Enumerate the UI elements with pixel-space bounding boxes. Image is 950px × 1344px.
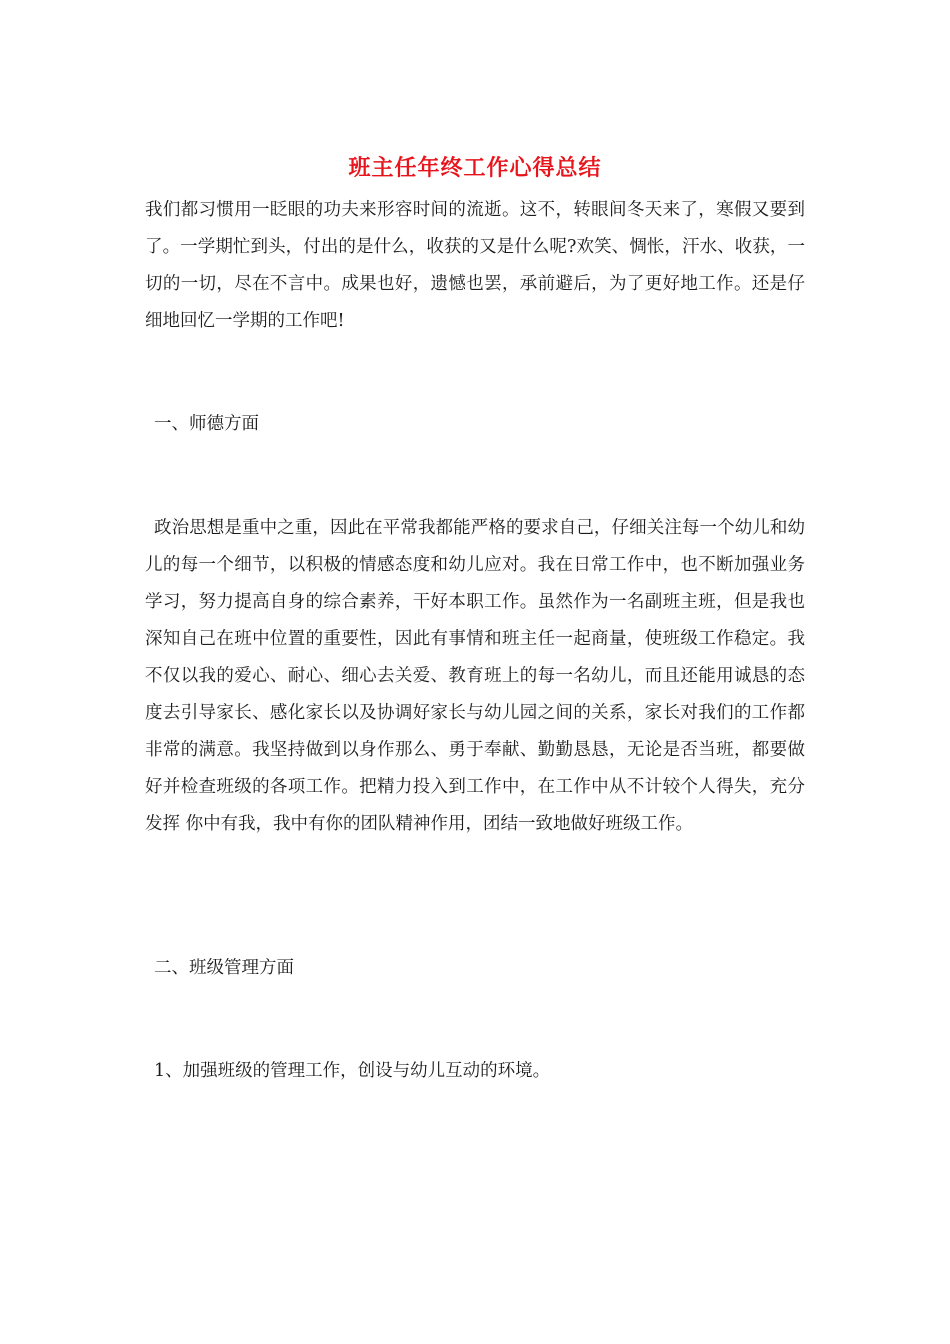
- section-heading-teacher-ethics: 一、师德方面: [154, 414, 259, 434]
- section-body-teacher-ethics: 政治思想是重中之重，因此在平常我都能严格的要求自己，仔细关注每一个幼儿和幼儿的每一个细节，以积极的情感态度和幼儿应对。我在日常工作中，也不断加强业务学习，努力提高自身的综合素养，干好本职工作。虽然作为一名副班主班，但是我也深知自己在班中位置的重要性，因此有事情和班主任一起商量，使班级工作稳定。我不仅以我的爱心、耐心、细心去关爱、教育班上的每一名幼儿，而且还能用诚恳的态度去引导家长、感化家长以及协调好家长与幼儿园之间的关系，家长对我们的工作都非常的满意。我坚持做到以身作那么、勇于奉献、勤勤恳恳，无论是否当班，都要做好并检查班级的各项工作。把精力投入到工作中，在工作中从不计较个人得失，充分发挥 你中有我，我中有你的团队精神作用，团结一致地做好班级工作。: [145, 518, 805, 834]
- document-title: 班主任年终工作心得总结: [348, 155, 602, 181]
- intro-paragraph: 我们都习惯用一眨眼的功夫来形容时间的流逝。这不，转眼间冬天来了，寒假又要到了。一学期忙到头，付出的是什么，收获的又是什么呢?欢笑、惆怅，汗水、收获，一切的一切，尽在不言中。成果也好，遗憾也罢，承前避后，为了更好地工作。还是仔细地回忆一学期的工作吧!: [145, 200, 805, 331]
- list-item-class-management-1: 1、加强班级的管理工作，创设与幼儿互动的环境。: [154, 1061, 551, 1081]
- section-heading-class-management: 二、班级管理方面: [154, 958, 294, 978]
